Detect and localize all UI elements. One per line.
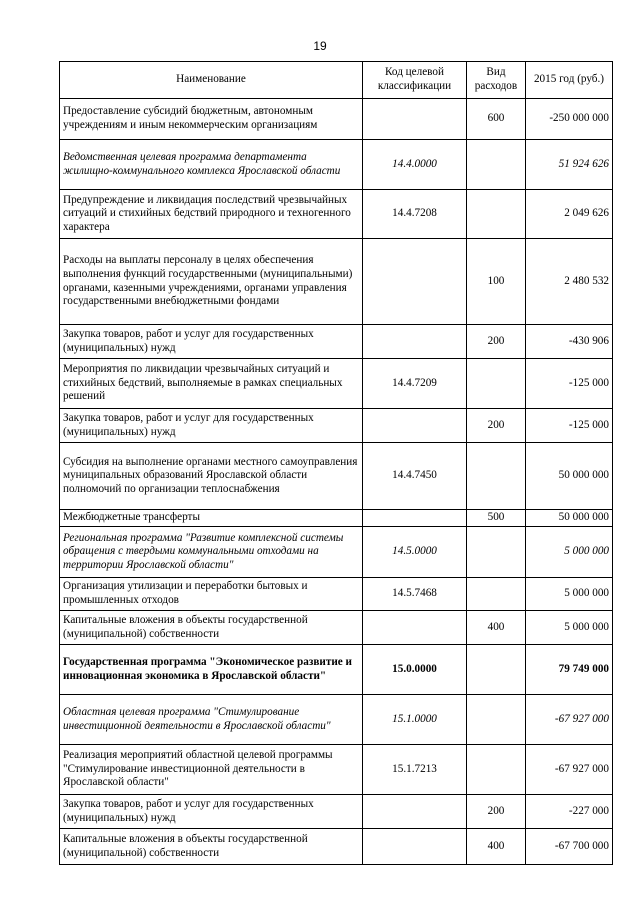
table-row <box>60 443 613 510</box>
row-kind: 200 <box>467 325 526 359</box>
row-name: Государственная программа "Экономическое развитие и инновационная экономика в Ярославской области" <box>60 645 363 695</box>
row-name: Предоставление субсидий бюджетным, автономным учреждениям и иным некоммерческим организациям <box>60 99 363 140</box>
header-name: Наименование <box>60 62 363 99</box>
row-name: Мероприятия по ликвидации чрезвычайных ситуаций и стихийных бедствий, выполняемые в рамках специальных решений <box>60 359 363 409</box>
row-code <box>363 325 467 359</box>
table-row <box>60 140 613 190</box>
table-row <box>60 745 613 795</box>
row-amount: -250 000 000 <box>526 99 613 140</box>
row-kind: 400 <box>467 611 526 645</box>
table-row <box>60 325 613 359</box>
row-code: 15.0.0000 <box>363 645 467 695</box>
row-amount: -125 000 <box>526 409 613 443</box>
row-amount: -227 000 <box>526 795 613 829</box>
row-amount: 5 000 000 <box>526 611 613 645</box>
row-name: Межбюджетные трансферты <box>60 510 363 527</box>
row-kind <box>467 695 526 745</box>
table-row <box>60 795 613 829</box>
row-kind <box>467 745 526 795</box>
row-kind: 600 <box>467 99 526 140</box>
row-name: Закупка товаров, работ и услуг для государственных (муниципальных) нужд <box>60 409 363 443</box>
row-name: Областная целевая программа "Стимулирование инвестиционной деятельности в Ярославской области" <box>60 695 363 745</box>
row-kind <box>467 578 526 611</box>
row-code <box>363 239 467 325</box>
row-kind <box>467 359 526 409</box>
table-row <box>60 527 613 578</box>
table-row <box>60 645 613 695</box>
row-name: Региональная программа "Развитие комплексной системы обращения с твердыми коммунальными отходами на территории Ярославской области" <box>60 527 363 578</box>
row-amount: -125 000 <box>526 359 613 409</box>
table-row <box>60 829 613 865</box>
row-amount: 79 749 000 <box>526 645 613 695</box>
row-name: Организация утилизации и переработки бытовых и промышленных отходов <box>60 578 363 611</box>
table-row <box>60 359 613 409</box>
table-row <box>60 578 613 611</box>
row-amount: 50 000 000 <box>526 510 613 527</box>
row-kind <box>467 190 526 239</box>
header-kind: Вид расходов <box>467 62 526 99</box>
table-row <box>60 99 613 140</box>
row-code: 14.5.7468 <box>363 578 467 611</box>
row-amount: 2 480 532 <box>526 239 613 325</box>
row-kind: 100 <box>467 239 526 325</box>
table-row <box>60 239 613 325</box>
row-code <box>363 829 467 865</box>
header-amount: 2015 год (руб.) <box>526 62 613 99</box>
row-amount: -67 927 000 <box>526 745 613 795</box>
row-code <box>363 795 467 829</box>
row-kind: 400 <box>467 829 526 865</box>
table-row <box>60 510 613 527</box>
row-code: 14.4.7208 <box>363 190 467 239</box>
row-name: Закупка товаров, работ и услуг для государственных (муниципальных) нужд <box>60 795 363 829</box>
row-code <box>363 510 467 527</box>
row-amount: -67 700 000 <box>526 829 613 865</box>
row-kind: 200 <box>467 795 526 829</box>
row-kind <box>467 140 526 190</box>
row-name: Субсидия на выполнение органами местного самоуправления муниципальных образований Ярославской области полномочий по организации теплоснабжения <box>60 443 363 510</box>
row-amount: -67 927 000 <box>526 695 613 745</box>
table-header-row <box>60 62 613 99</box>
row-amount: -430 906 <box>526 325 613 359</box>
row-name: Капитальные вложения в объекты государственной (муниципальной) собственности <box>60 611 363 645</box>
row-amount: 50 000 000 <box>526 443 613 510</box>
page-number: 19 <box>313 39 327 53</box>
table-row <box>60 695 613 745</box>
row-code: 15.1.0000 <box>363 695 467 745</box>
table-row <box>60 190 613 239</box>
budget-table <box>59 61 613 865</box>
row-code: 14.4.7450 <box>363 443 467 510</box>
row-kind <box>467 527 526 578</box>
row-code: 14.4.7209 <box>363 359 467 409</box>
table-row <box>60 611 613 645</box>
row-amount: 2 049 626 <box>526 190 613 239</box>
row-code <box>363 409 467 443</box>
row-name: Реализация мероприятий областной целевой программы "Стимулирование инвестиционной деятельности в Ярославской области" <box>60 745 363 795</box>
row-code: 14.5.0000 <box>363 527 467 578</box>
header-code: Код целевой классификации <box>363 62 467 99</box>
row-code: 14.4.0000 <box>363 140 467 190</box>
table-row <box>60 409 613 443</box>
row-name: Предупреждение и ликвидация последствий чрезвычайных ситуаций и стихийных бедствий природного и техногенного характера <box>60 190 363 239</box>
row-kind <box>467 443 526 510</box>
row-code: 15.1.7213 <box>363 745 467 795</box>
row-kind: 200 <box>467 409 526 443</box>
row-amount: 51 924 626 <box>526 140 613 190</box>
row-name: Ведомственная целевая программа департамента жилищно-коммунального комплекса Ярославской области <box>60 140 363 190</box>
row-kind: 500 <box>467 510 526 527</box>
row-name: Расходы на выплаты персоналу в целях обеспечения выполнения функций государственными (муниципальными) органами, казенными учреждениями, органами управления государственными внебюджетными фондами <box>60 239 363 325</box>
row-amount: 5 000 000 <box>526 527 613 578</box>
row-kind <box>467 645 526 695</box>
row-name: Закупка товаров, работ и услуг для государственных (муниципальных) нужд <box>60 325 363 359</box>
row-code <box>363 99 467 140</box>
row-code <box>363 611 467 645</box>
row-amount: 5 000 000 <box>526 578 613 611</box>
row-name: Капитальные вложения в объекты государственной (муниципальной) собственности <box>60 829 363 865</box>
